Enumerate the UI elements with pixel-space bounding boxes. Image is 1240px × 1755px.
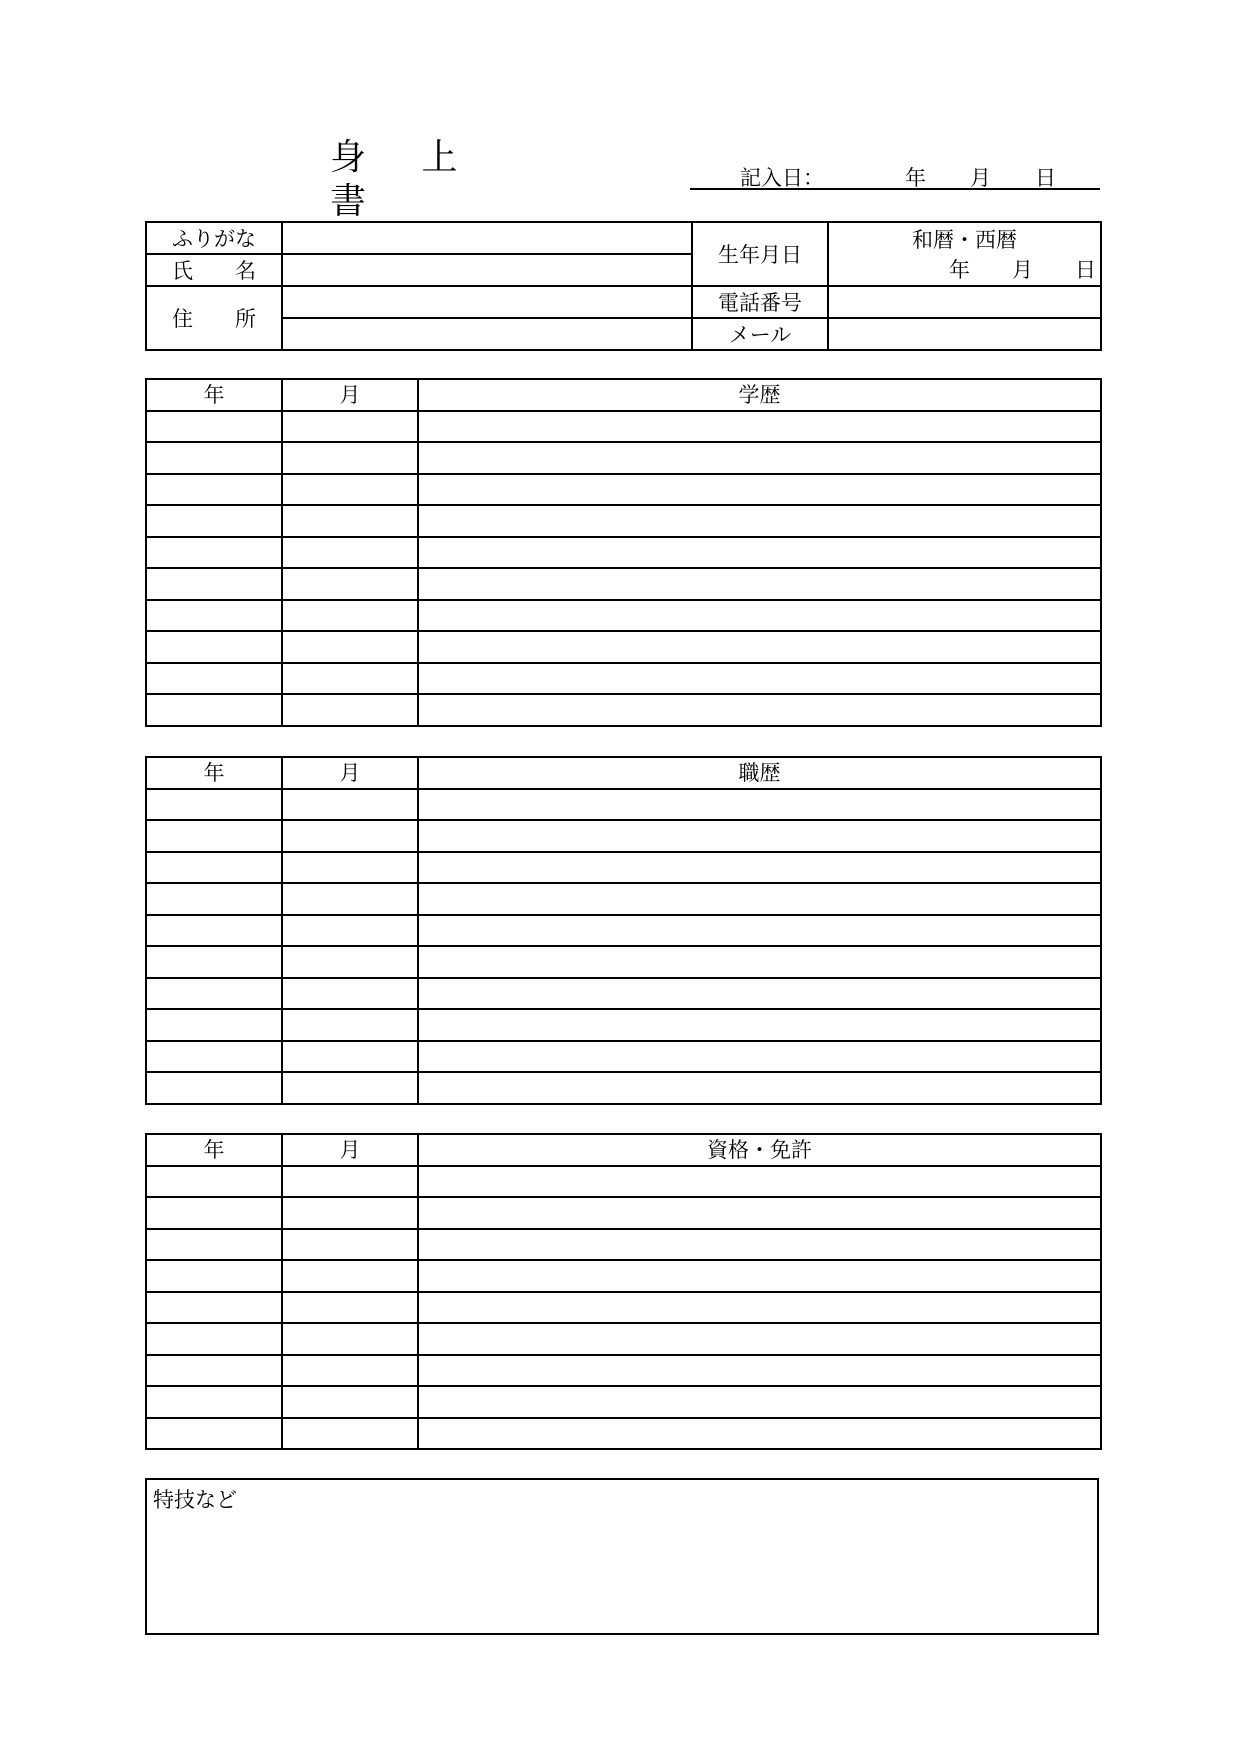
education-year-cell[interactable] [146, 442, 282, 474]
entry-date-month: 月 [970, 166, 991, 190]
work-entry-cell[interactable] [418, 820, 1101, 852]
licenses-entry-cell[interactable] [418, 1166, 1101, 1198]
education-month-cell[interactable] [282, 663, 418, 695]
licenses-row [146, 1386, 1101, 1418]
work-row [146, 852, 1101, 884]
special-skills-label: 特技など [153, 1488, 237, 1512]
birth-date-label: 生年月日 [692, 222, 828, 286]
licenses-row [146, 1292, 1101, 1324]
education-row [146, 694, 1101, 726]
education-entry-cell[interactable] [418, 442, 1101, 474]
licenses-month-cell[interactable] [282, 1197, 418, 1229]
licenses-table [145, 1133, 1102, 1450]
licenses-month-cell[interactable] [282, 1260, 418, 1292]
work-year-cell[interactable] [146, 820, 282, 852]
licenses-row [146, 1260, 1101, 1292]
work-entry-cell[interactable] [418, 789, 1101, 821]
licenses-month-cell[interactable] [282, 1323, 418, 1355]
work-month-cell[interactable] [282, 1072, 418, 1104]
education-year-cell[interactable] [146, 474, 282, 506]
licenses-row [146, 1229, 1101, 1261]
work-table [145, 756, 1102, 1105]
work-row [146, 1009, 1101, 1041]
education-entry-cell[interactable] [418, 411, 1101, 443]
licenses-row [146, 1323, 1101, 1355]
education-row [146, 537, 1101, 569]
licenses-row [146, 1166, 1101, 1198]
education-entry-cell[interactable] [418, 505, 1101, 537]
education-month-cell[interactable] [282, 694, 418, 726]
education-year-cell[interactable] [146, 663, 282, 695]
licenses-entry-cell[interactable] [418, 1229, 1101, 1261]
licenses-year-cell[interactable] [146, 1260, 282, 1292]
education-year-cell[interactable] [146, 411, 282, 443]
work-row [146, 1072, 1101, 1104]
work-col-year: 年 [146, 757, 282, 789]
work-year-cell[interactable] [146, 978, 282, 1010]
work-month-cell[interactable] [282, 915, 418, 947]
work-entry-cell[interactable] [418, 1041, 1101, 1073]
furigana-field[interactable] [282, 222, 692, 254]
work-row [146, 789, 1101, 821]
profile-table [145, 221, 1102, 351]
education-year-cell[interactable] [146, 600, 282, 632]
education-month-cell[interactable] [282, 474, 418, 506]
licenses-year-cell[interactable] [146, 1323, 282, 1355]
licenses-year-cell[interactable] [146, 1418, 282, 1450]
page-title: 身 上 書 [330, 137, 480, 222]
address-field-2[interactable] [282, 318, 692, 350]
work-year-cell[interactable] [146, 915, 282, 947]
work-entry-cell[interactable] [418, 1009, 1101, 1041]
work-entry-cell[interactable] [418, 852, 1101, 884]
education-entry-cell[interactable] [418, 568, 1101, 600]
work-month-cell[interactable] [282, 820, 418, 852]
work-row [146, 915, 1101, 947]
work-entry-cell[interactable] [418, 915, 1101, 947]
licenses-month-cell[interactable] [282, 1418, 418, 1450]
licenses-entry-cell[interactable] [418, 1260, 1101, 1292]
work-row [146, 883, 1101, 915]
licenses-year-cell[interactable] [146, 1166, 282, 1198]
address-field-1[interactable] [282, 286, 692, 318]
licenses-month-cell[interactable] [282, 1166, 418, 1198]
phone-field[interactable] [828, 286, 1101, 318]
education-entry-cell[interactable] [418, 694, 1101, 726]
licenses-entry-cell[interactable] [418, 1323, 1101, 1355]
work-row [146, 978, 1101, 1010]
work-month-cell[interactable] [282, 852, 418, 884]
entry-date [690, 160, 1100, 190]
work-entry-cell[interactable] [418, 978, 1101, 1010]
entry-date-label: 記入日： [740, 166, 824, 190]
licenses-entry-cell[interactable] [418, 1386, 1101, 1418]
work-month-cell[interactable] [282, 1009, 418, 1041]
education-row [146, 442, 1101, 474]
licenses-year-cell[interactable] [146, 1386, 282, 1418]
work-year-cell[interactable] [146, 1072, 282, 1104]
work-entry-cell[interactable] [418, 1072, 1101, 1104]
work-entry-cell[interactable] [418, 946, 1101, 978]
licenses-year-cell[interactable] [146, 1197, 282, 1229]
licenses-entry-cell[interactable] [418, 1197, 1101, 1229]
licenses-entry-cell[interactable] [418, 1418, 1101, 1450]
special-skills-box[interactable] [145, 1478, 1099, 1635]
work-year-cell[interactable] [146, 946, 282, 978]
education-month-cell[interactable] [282, 505, 418, 537]
education-month-cell[interactable] [282, 631, 418, 663]
email-field[interactable] [828, 318, 1101, 350]
entry-date-day: 日 [1035, 166, 1056, 190]
work-year-cell[interactable] [146, 1009, 282, 1041]
birth-month: 月 [1012, 258, 1033, 282]
work-col-title: 職歴 [418, 757, 1101, 789]
licenses-col-year: 年 [146, 1134, 282, 1166]
work-month-cell[interactable] [282, 1041, 418, 1073]
licenses-row [146, 1197, 1101, 1229]
entry-date-year: 年 [905, 166, 926, 190]
birth-year: 年 [949, 258, 970, 282]
work-year-cell[interactable] [146, 789, 282, 821]
birth-day: 日 [1075, 258, 1096, 282]
education-col-year: 年 [146, 379, 282, 411]
birth-date-field[interactable] [828, 222, 1101, 286]
work-year-cell[interactable] [146, 1041, 282, 1073]
licenses-year-cell[interactable] [146, 1355, 282, 1387]
education-year-cell[interactable] [146, 505, 282, 537]
education-row [146, 505, 1101, 537]
work-row [146, 1041, 1101, 1073]
email-label: メール [692, 318, 828, 350]
education-col-title: 学歴 [418, 379, 1101, 411]
work-year-cell[interactable] [146, 883, 282, 915]
licenses-month-cell[interactable] [282, 1292, 418, 1324]
education-year-cell[interactable] [146, 568, 282, 600]
education-year-cell[interactable] [146, 537, 282, 569]
licenses-col-title: 資格・免許 [418, 1134, 1101, 1166]
licenses-year-cell[interactable] [146, 1229, 282, 1261]
education-row [146, 631, 1101, 663]
work-month-cell[interactable] [282, 978, 418, 1010]
licenses-year-cell[interactable] [146, 1292, 282, 1324]
education-table [145, 378, 1102, 727]
education-entry-cell[interactable] [418, 663, 1101, 695]
work-row [146, 820, 1101, 852]
licenses-row [146, 1355, 1101, 1387]
education-month-cell[interactable] [282, 442, 418, 474]
education-entry-cell[interactable] [418, 631, 1101, 663]
education-row [146, 600, 1101, 632]
education-month-cell[interactable] [282, 537, 418, 569]
licenses-month-cell[interactable] [282, 1355, 418, 1387]
education-row [146, 474, 1101, 506]
education-row [146, 411, 1101, 443]
education-entry-cell[interactable] [418, 537, 1101, 569]
education-row [146, 568, 1101, 600]
education-entry-cell[interactable] [418, 600, 1101, 632]
work-month-cell[interactable] [282, 789, 418, 821]
name-label: 氏 名 [146, 254, 282, 286]
work-year-cell[interactable] [146, 852, 282, 884]
education-month-cell[interactable] [282, 411, 418, 443]
work-month-cell[interactable] [282, 946, 418, 978]
licenses-col-month: 月 [282, 1134, 418, 1166]
licenses-entry-cell[interactable] [418, 1292, 1101, 1324]
birth-ymd [829, 254, 1100, 284]
birth-era: 和暦・西暦 [912, 228, 1017, 252]
furigana-label: ふりがな [146, 222, 282, 254]
licenses-entry-cell[interactable] [418, 1355, 1101, 1387]
education-col-month: 月 [282, 379, 418, 411]
work-col-month: 月 [282, 757, 418, 789]
address-label: 住 所 [146, 286, 282, 350]
education-month-cell[interactable] [282, 600, 418, 632]
licenses-row [146, 1418, 1101, 1450]
work-entry-cell[interactable] [418, 883, 1101, 915]
name-field[interactable] [282, 254, 692, 286]
education-year-cell[interactable] [146, 694, 282, 726]
work-month-cell[interactable] [282, 883, 418, 915]
licenses-month-cell[interactable] [282, 1229, 418, 1261]
work-row [146, 946, 1101, 978]
education-entry-cell[interactable] [418, 474, 1101, 506]
phone-label: 電話番号 [692, 286, 828, 318]
education-year-cell[interactable] [146, 631, 282, 663]
education-month-cell[interactable] [282, 568, 418, 600]
education-row [146, 663, 1101, 695]
licenses-month-cell[interactable] [282, 1386, 418, 1418]
